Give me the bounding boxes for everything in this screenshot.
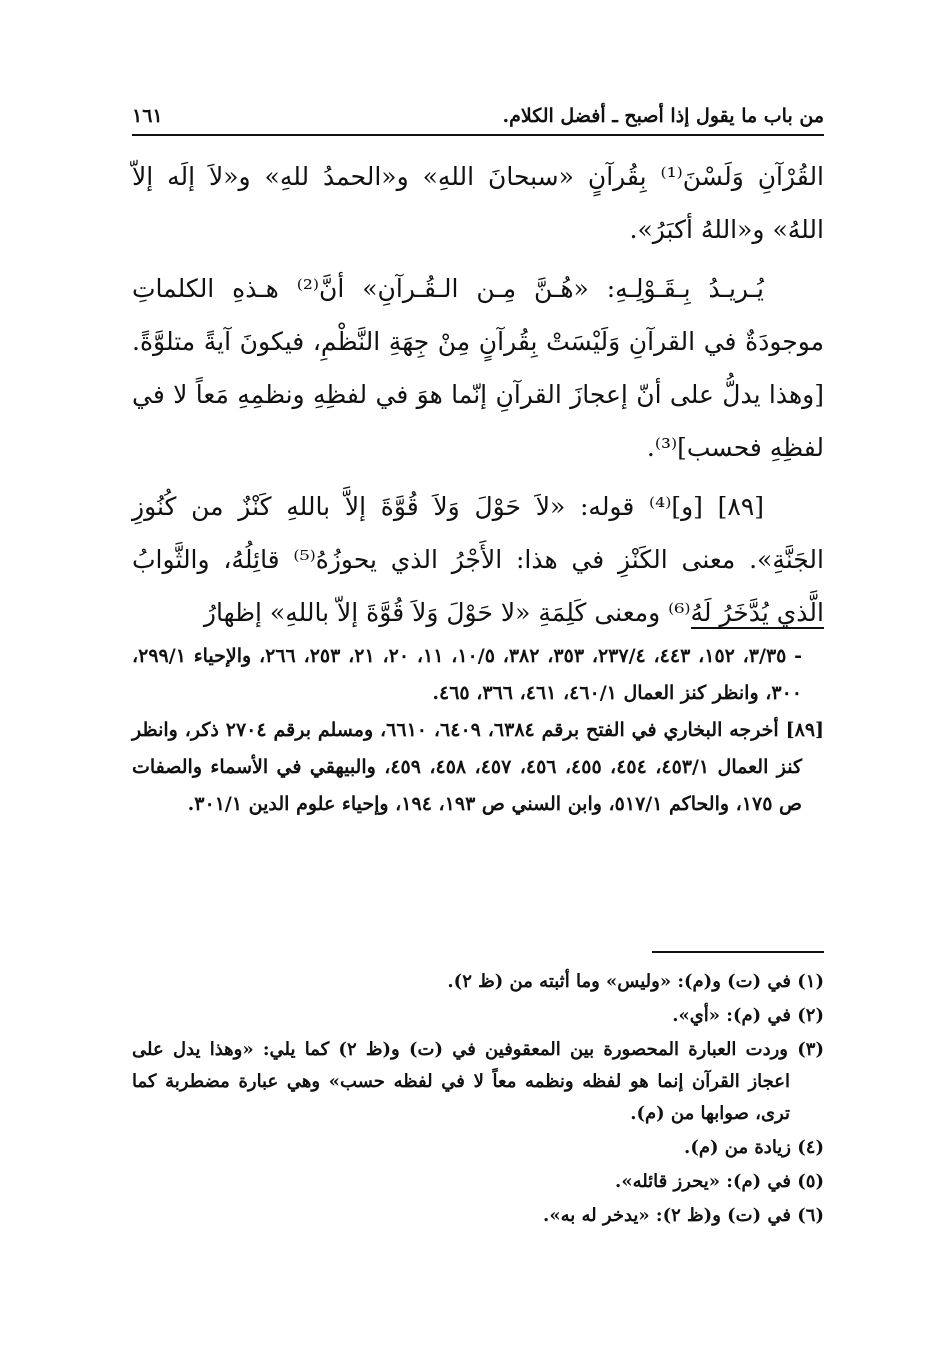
footnote-3: (٣) وردت العبارة المحصورة بين المعقوفين في (ت) و(ظ ٢) كما يلي: «وهذا يدل على اعجاز القرآن إنما هو لفظه ونظمه معاً لا في لفظه حسب» وهي عبارة مضطربة كما ترى، صوابها من (م). bbox=[132, 1039, 824, 1124]
footnote-5: (٥) في (م): «يحرز قائله». bbox=[615, 1171, 824, 1192]
paragraph-3-text-b: ⁽⁶⁾ ومعنى كَلِمَةِ «لا حَوْلَ وَلاَ قُوَّةَ إلاّ باللهِ» إظهارُ bbox=[203, 598, 691, 627]
paragraph-1: القُرْآنِ وَلَسْنَ⁽¹⁾ بِقُرآنٍ «سبحانَ اللهِ» و«الحمدُ للهِ» و«لاَ إلَه إلاّ اللهُ» و«اللهُ أكبَرُ». bbox=[132, 162, 825, 244]
running-title: من باب ما يقول إذا أصبح ـ أفضل الكلام. bbox=[502, 105, 824, 127]
footnote-separator bbox=[652, 951, 824, 953]
underlined-phrase: الَّذي يُدَّخَرُ لَهُ bbox=[690, 598, 824, 627]
page-number: ١٦١ bbox=[132, 105, 163, 127]
continued-note-text: ٣/٣٥، ١٥٢، ٤٤٣، ٢٣٧/٤، ٣٥٣، ٣٨٢، ١٠/٥، ١١، ٢٠، ٢١، ٢٥٣، ٢٦٦، والإحياء ٢٩٩/١، ٣٠٠، وانظر كنز العمال ٤٦٠/١، ٤٦١، ٣٦٦، ٤٦٥. bbox=[132, 645, 802, 704]
paragraph-3-text-a: [٨٩] [و]⁽⁴⁾ قوله: «لاَ حَوْلَ وَلاَ قُوَّةَ إلاَّ باللهِ كَنْزٌ من كُنُوزِ الجَنَّةِ». معنى الكَنْزِ في هذا: الأَجْرُ الذي يحوزُهُ⁽⁵⁾ قائِلُهُ، والثَّوابُ bbox=[132, 492, 824, 574]
paragraph-3 bbox=[132, 480, 824, 639]
main-text bbox=[132, 150, 824, 645]
note-89: [٨٩] أخرجه البخاري في الفتح برقم ٦٣٨٤، ٦٤٠٩، ٦٦١٠، ومسلم برقم ٢٧٠٤ ذكر، وانظر كنز العمال ٤٥٣/١، ٤٥٤، ٤٥٥، ٤٥٦، ٤٥٧، ٤٥٨، ٤٥٩، والبيهقي في الأسماء والصفات ص ١٧٥، والحاكم ٥١٧/١، وابن السني ص ١٩٣، ١٩٤، وإحياء علوم الدين ٣٠١/١. bbox=[132, 719, 825, 815]
footnote-2: (٢) في (م): «أي». bbox=[672, 1005, 824, 1026]
running-header bbox=[132, 98, 824, 136]
footnote-6: (٦) في (ت) و(ظ ٢): «يدخر له به». bbox=[543, 1205, 824, 1226]
footnote-1: (١) في (ت) و(م): «وليس» وما أثبته من (ظ ٢). bbox=[447, 971, 824, 992]
footnote-4: (٤) زيادة من (م). bbox=[684, 1137, 824, 1158]
paragraph-2: يُـريـدُ بِـقَـوْلِـهِ: «هُـنَّ مِـن الـقُـرآنِ» أنَّ⁽²⁾ هـذهِ الكلماتِ موجودَةٌ في القرآنِ وَلَيْسَتْ بِقُرآنٍ مِنْ جِهَةِ النَّظْمِ، فيكونَ آيةً متلوَّةً. [وهذا يدلُّ على أنّ إعجازَ القرآنِ إنّما هوَ في لفظِهِ ونظمِهِ مَعاً لا في لفظِهِ فحسب]⁽³⁾. bbox=[132, 274, 824, 462]
hadith-notes bbox=[132, 638, 824, 823]
footnotes bbox=[132, 966, 824, 1234]
continuation-dash: - bbox=[794, 645, 803, 667]
continued-note bbox=[132, 638, 824, 712]
